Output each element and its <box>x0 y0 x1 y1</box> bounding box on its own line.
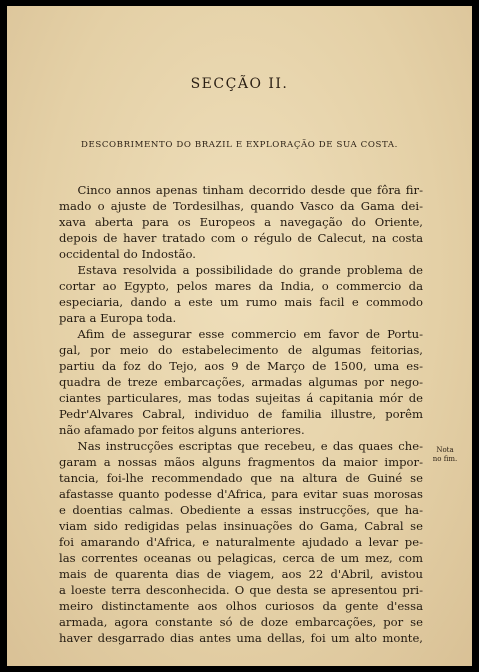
text-line: armada, agora constante só de doze embarcações, por se <box>59 615 423 629</box>
text-line: a loeste terra desconhecida. O que desta se apresentou pri- <box>59 583 423 597</box>
text-line: viam sido redigidas pelas insinuações do Gama, Cabral se <box>59 519 423 533</box>
text-line: cortar ao Egypto, pelos mares da India, o commercio da <box>59 279 423 293</box>
text-line: especiaria, dando a este um rumo mais facil e commodo <box>59 295 423 309</box>
margin-note-line: Nota <box>436 446 454 454</box>
text-line: afastasse quanto podesse d'Africa, para evitar suas morosas <box>59 487 423 501</box>
text-line: mado o ajuste de Tordesilhas, quando Vasco da Gama dei- <box>59 199 423 213</box>
text-line: Cinco annos apenas tinham decorrido desde que fôra fir- <box>77 183 423 197</box>
paragraph <box>59 182 423 262</box>
text-line: e doentias calmas. Obediente a essas instrucções, que ha- <box>59 503 423 517</box>
text-line: Estava resolvida a possibilidade do grande problema de <box>77 263 423 277</box>
text-line: haver desgarrado dias antes uma dellas, foi um alto monte, <box>59 631 423 645</box>
text-line: não afamado por feitos alguns anteriores. <box>59 423 305 437</box>
paragraph <box>59 438 423 646</box>
text-line: quadra de treze embarcações, armadas algumas por nego- <box>59 375 423 389</box>
book-page <box>7 6 472 666</box>
margin-note-line: no fim. <box>432 455 458 463</box>
margin-note <box>422 446 468 464</box>
text-line: Pedr'Alvares Cabral, individuo de familia illustre, porêm <box>59 407 423 421</box>
text-line: partiu da foz do Tejo, aos 9 de Março de 1500, uma es- <box>59 359 423 373</box>
text-line: para a Europa toda. <box>59 311 177 325</box>
paragraph <box>59 326 423 438</box>
section-subtitle: DESCOBRIMENTO DO BRAZIL E EXPLORAÇÃO DE SUA COSTA. <box>81 140 398 150</box>
text-line: Nas instrucções escriptas que recebeu, e das quaes che- <box>77 439 423 453</box>
text-line: garam a nossas mãos alguns fragmentos da maior impor- <box>59 455 423 469</box>
body-text <box>59 182 423 646</box>
text-line: gal, por meio do estabelecimento de algumas feitorias, <box>59 343 423 357</box>
paragraph <box>59 262 423 326</box>
section-title: SECÇÃO II. <box>190 76 289 92</box>
text-line: meiro distinctamente aos olhos curiosos da gente d'essa <box>59 599 423 613</box>
text-line: Afim de assegurar esse commercio em favor de Portu- <box>77 327 423 341</box>
text-line: xava aberta para os Europeos a navegação do Oriente, <box>59 215 423 229</box>
text-line: las correntes oceanas ou pelagicas, cerca de um mez, com <box>59 551 423 565</box>
text-line: tancia, foi-lhe recommendado que na altura de Guiné se <box>59 471 423 485</box>
text-line: ciantes particulares, mas todas sujeitas á capitania mór de <box>59 391 423 405</box>
text-line: occidental do Indostão. <box>59 247 196 261</box>
text-line: foi amarando d'Africa, e naturalmente ajudado a levar pe- <box>59 535 423 549</box>
text-line: depois de haver tratado com o régulo de Calecut, na costa <box>59 231 423 245</box>
text-line: mais de quarenta dias de viagem, aos 22 d'Abril, avistou <box>59 567 423 581</box>
